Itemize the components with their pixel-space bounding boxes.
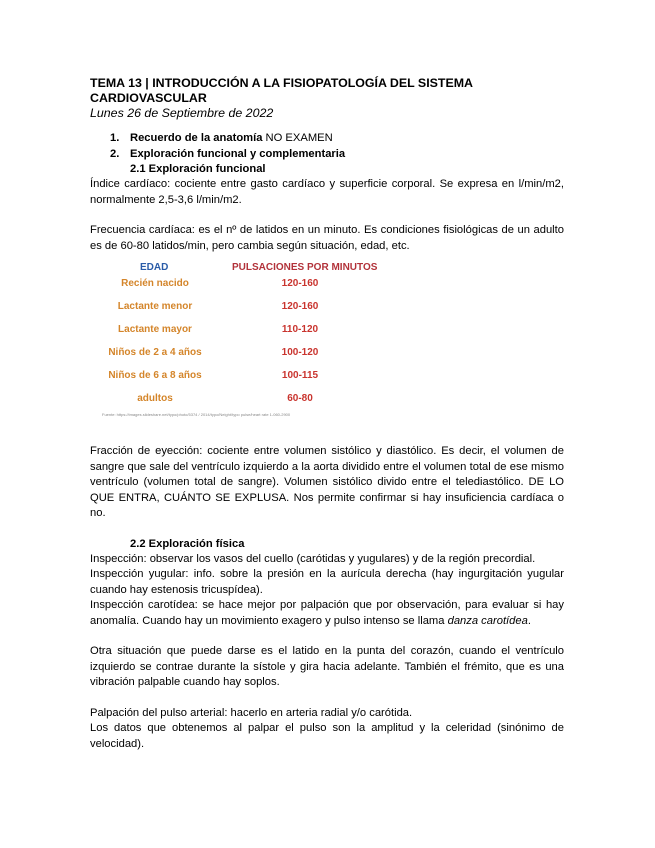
paragraph-inspeccion: Inspección: observar los vasos del cuello (carótidas y yugulares) y de la región precordial. bbox=[90, 552, 536, 565]
pulse-table-value: 110-120 bbox=[281, 324, 319, 335]
outline-number: 1. bbox=[110, 132, 120, 144]
paragraph-inspeccion-yugular: Inspección yugular: info. sobre la presión en la aurícula derecha (hay ingurgitación yugular cuando hay estenosis tricuspídea). bbox=[90, 568, 564, 596]
pulse-table-value: 60-80 bbox=[287, 393, 313, 404]
outline-list bbox=[90, 131, 564, 162]
paragraph-indice-cardiaco: Índice cardíaco: cociente entre gasto cardíaco y superficie corporal. Se expresa en l/min/m2, normalmente 2,5-3,6 l/min/m2. bbox=[90, 178, 564, 206]
document-date: Lunes 26 de Septiembre de 2022 bbox=[90, 106, 274, 120]
pulse-table-age: Recién nacido bbox=[121, 278, 189, 289]
pulse-table-age: adultos bbox=[137, 393, 173, 404]
pulse-table-header-pulse: PULSACIONES POR MINUTOS bbox=[232, 262, 378, 273]
section-heading-2-1: 2.1 Exploración funcional bbox=[130, 163, 266, 175]
pulse-table-value: 120-160 bbox=[281, 278, 319, 289]
pulse-table-image bbox=[90, 262, 564, 444]
pulse-table-age: Niños de 6 a 8 años bbox=[108, 370, 202, 381]
document-page bbox=[90, 76, 564, 752]
inspeccion-carotidea-end: . bbox=[527, 614, 531, 627]
document-title: TEMA 13 | INTRODUCCIÓN A LA FISIOPATOLOGÍA DEL SISTEMA CARDIOVASCULAR bbox=[90, 76, 473, 105]
paragraph-inspeccion-carotidea bbox=[90, 598, 564, 629]
pulse-table-source: Fuente: https://images.slideshare.net/typo/photo/5374 / 2014/typo/Neight/typo pulse/heart rate 1-060-2900 bbox=[102, 412, 291, 417]
pulse-table-value: 120-160 bbox=[281, 301, 319, 312]
paragraph-frecuencia-cardiaca: Frecuencia cardíaca: es el nº de latidos en un minuto. Es condiciones fisiológicas de un adulto es de 60-80 latidos/min, pero cambia según situación, edad, etc. bbox=[90, 224, 564, 252]
pulse-table-age: Lactante mayor bbox=[118, 324, 192, 335]
outline-item bbox=[90, 147, 564, 163]
paragraph-latido-punta: Otra situación que puede darse es el latido en la punta del corazón, cuando el ventrículo izquierdo se contrae durante la sístole y gira hacia adelante. También el frémito, que es una vibración palpable cuando hay soplos. bbox=[90, 645, 564, 688]
danza-carotidea-term: danza carotídea bbox=[447, 614, 528, 627]
section-heading-2-2: 2.2 Exploración física bbox=[130, 537, 245, 550]
paragraph-datos-pulso: Los datos que obtenemos al palpar el pulso son la amplitud y la celeridad (sinónimo de velocidad). bbox=[90, 722, 564, 750]
paragraph-fraccion-eyeccion: Fracción de eyección: cociente entre volumen sistólico y diastólico. Es decir, el volumen de sangre que sale del ventrículo izquierdo a la aorta dividido entre el volumen total de ese mismo ventrículo (volumen total de sangre). Volumen sistólico divido entre el telediastólico. DE LO QUE ENTRA, CUÁNTO SE EXPLUSA. Nos permite confirmar si hay insuficiencia cardíaca o no. bbox=[90, 445, 564, 519]
pulse-table-age: Lactante menor bbox=[117, 301, 193, 312]
outline-item bbox=[90, 131, 564, 147]
pulse-table-header-age: EDAD bbox=[140, 262, 169, 273]
pulse-table-value: 100-115 bbox=[281, 370, 319, 381]
paragraph-palpacion-pulso: Palpación del pulso arterial: hacerlo en arteria radial y/o carótida. bbox=[90, 706, 413, 719]
outline-number: 2. bbox=[110, 147, 120, 160]
pulse-table-value: 100-120 bbox=[281, 347, 319, 358]
outline-title: Exploración funcional y complementaria bbox=[130, 147, 346, 160]
outline-note: NO EXAMEN bbox=[262, 132, 333, 144]
inspeccion-carotidea-text: Inspección carotídea: se hace mejor por palpación que por observación, para evaluar si hay anomalía. Cuando hay un movimiento exagero y pulso intenso se llama bbox=[90, 599, 564, 627]
pulse-table-age: Niños de 2 a 4 años bbox=[108, 347, 202, 358]
outline-title: Recuerdo de la anatomía bbox=[130, 132, 263, 144]
